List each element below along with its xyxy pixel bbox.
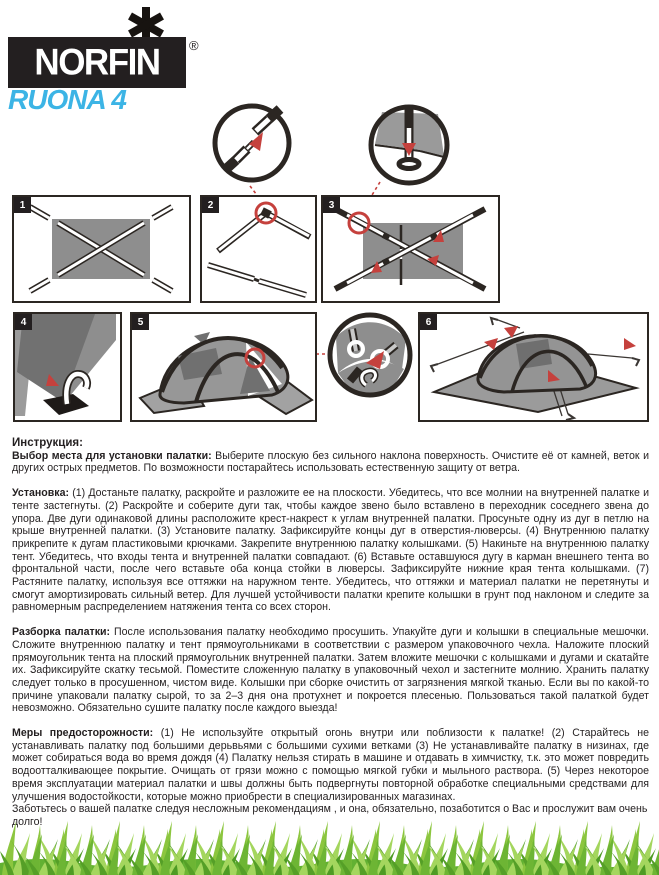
model-name: RUONA 4 — [8, 84, 126, 115]
hook-detail-circle — [326, 311, 414, 399]
step-panel-5 — [130, 312, 317, 422]
arrow-icon — [504, 326, 518, 338]
closing-line: Заботьтесь о вашей палатке следуя несложным рекомендациям , и она, обязательно, позаботится о Вас и прослужит вам очень долго! — [12, 803, 648, 828]
step-panel-4 — [13, 312, 122, 422]
guyed-tent-illustration — [420, 314, 647, 420]
grass-decoration — [0, 817, 659, 875]
step-panel-2 — [200, 195, 317, 303]
registered-trademark: ® — [189, 38, 199, 53]
arrow-icon — [624, 338, 636, 350]
crossed-poles-illustration — [323, 197, 498, 301]
step-number-badge: 2 — [202, 197, 219, 213]
pole-joint-detail-circle — [210, 101, 294, 185]
teardown-paragraph: Разборка палатки: После использования палатку необходимо просушить. Упакуйте дуги и колышки в специальные мешочки. Сложите внутреннюю палатку и тент прямоугольниками в соответствии с размером упаковочного чехла. Наложите плоский прямоугольник тента на плоский прямоугольник внутренней палатки. Затем вложите мешочки с колышками и дугами и скатайте их. Зафиксируйте скатку тесьмой. Поместите сложенную палатку в упаковочный чехол и застегните молнию. Хранить палатку следует только в просушенном, чистом виде. Колышки при сборке очистить от загрязнения мягкой тканью. Если вы по какой-то причине упаковали палатку сырой, то за 2–3 дня она протухнет и покроется плесенью. Пользоваться такой палаткой будет невозможно. Обязательно сушите палатку после каждого выезда! — [12, 626, 649, 715]
instruction-title: Инструкция: — [12, 437, 83, 449]
step-panel-1 — [12, 195, 191, 303]
setup-paragraph: Установка: (1) Достаньте палатку, раскройте и разложите ее на плоскости. Убедитесь, что все молнии на внутренней палатке и тенте застегнуты. (2) Раскройте и соберите дуги так, чтобы каждое звено было вставлено в переходник соседнего звена до упора. Две дуги одинаковой длины расположите крест-накрест к углам внутренней палатки. Просуньте одну из дуг в петлю на крыше внутренней палатки. (3) Установите палатку. Зафиксируйте концы дуг в отверстия-люверсы. (4) Внутреннюю палатку прикрепите к дугам пластиковыми крючками. Закрепите внутреннюю палатку колышками. (5) Накиньте на внутреннюю палатку тент. Убедитесь, что входы тента и внутренней палатки совпадают. (6) Вставьте оставшуюся дугу в карман внешнего тента во фронтальной части, после чего вставьте оба конца стойки в люверсы. Зафиксируйте нижние края тента колышками. (7) Растяните палатку, используя все оттяжки на наружном тенте. Убедитесь, что оттяжки и материал палатки не перетянуты и смогут амортизировать сильный ветер. Для лучшей устойчивости палатки крепите колышки в грунт под наклоном и следите за равномерным распределением натяжения тента со всех сторон. — [12, 487, 649, 614]
instruction-text — [12, 437, 649, 829]
spread-tent-illustration — [14, 197, 189, 301]
brand-logo — [8, 37, 186, 88]
step-number-badge: 5 — [132, 314, 149, 330]
precautions-paragraph: Меры предосторожности: (1) Не используйте открытый огонь внутри или поблизости к палатке! (2) Старайтесь не устанавливать палатку под большими дерьвьями с большими сухими ветками (3) Не устанавливайте палатку в низинах, где может собираться вода во время дождя (4) Палатку нельзя стирать в машине и отдавать в химчистку, т.к. это может повредить водоотталкивающее покрытие. Очищать от грязи можно с помощью мягкой губки и мыльного раствора. (5) Через некоторое время эксплуатации материал палатки и швы должны быть подвергнуты повторной обработке специальными средствами для улучшения водостойкости, которые можно приобрести в специализированных магазинах. — [12, 727, 649, 803]
step-number-badge: 3 — [323, 197, 340, 213]
step-panel-6 — [418, 312, 649, 422]
grommet-detail-circle — [362, 98, 456, 192]
placement-paragraph: Выбор места для установки палатки: Выберите плоскую без сильного наклона поверхность. Очистите её от камней, веток и других острых предметов. По возможности постарайтесь использовать естественную защиту от ветра. — [12, 449, 649, 475]
step-panel-3 — [321, 195, 500, 303]
brand-name: NORFIN — [34, 42, 160, 83]
step-number-badge: 1 — [14, 197, 31, 213]
tent-dome-illustration — [132, 314, 315, 420]
step-number-badge: 4 — [15, 314, 32, 330]
step-number-badge: 6 — [420, 314, 437, 330]
